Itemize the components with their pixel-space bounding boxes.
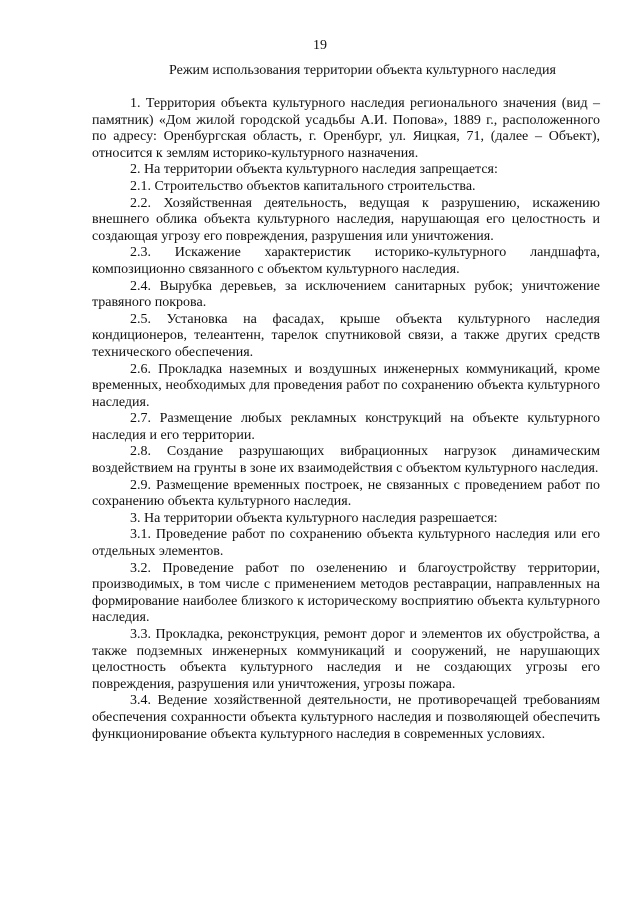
document-title: Режим использования территории объекта культурного наследия (169, 63, 556, 78)
paragraph: 2.4. Вырубка деревьев, за исключением санитарных рубок; уничтожение травяного покрова. (92, 278, 600, 311)
paragraph: 2.9. Размещение временных построек, не связанных с проведением работ по сохранению объекта культурного наследия. (92, 477, 600, 510)
paragraph: 2.3. Искажение характеристик историко-культурного ландшафта, композиционно связанного с объектом культурного наследия. (92, 245, 600, 277)
paragraph: 3. На территории объекта культурного наследия разрешается: (130, 510, 498, 526)
paragraph: 3.4. Ведение хозяйственной деятельности, не противоречащей требованиям обеспечения сохранности объекта культурного наследия и позволяющей обеспечить функционирование объекта культурного наследия в современных условиях. (92, 693, 600, 742)
paragraph: 2.1. Строительство объектов капитального строительства. (130, 178, 476, 194)
paragraph: 2.5. Установка на фасадах, крыше объекта культурного наследия кондиционеров, телеантенн, тарелок спутниковой связи, а также других средств технического обеспечения. (92, 311, 600, 360)
paragraph: 2. На территории объекта культурного наследия запрещается: (130, 162, 498, 178)
paragraph: 3.2. Проведение работ по озеленению и благоустройству территории, производимых, в том числе с применением методов реставрации, направленных на формирование наиболее близкого к историческому восприятию объекта культурного наследия. (92, 560, 600, 626)
paragraph: 2.2. Хозяйственная деятельность, ведущая к разрушению, искажению внешнего облика объекта культурного наследия, нарушающая его целостность и создающая угрозу его повреждения, разрушения или уничтожения. (92, 195, 600, 244)
paragraph: 1. Территория объекта культурного наследия регионального значения (вид – памятник) «Дом жилой городской усадьбы А.И. Попова», 1889 г., расположенного по адресу: Оренбургская область, г. Оренбург, ул. Яицкая, 71, (далее – Объект), относится к землям историко-культурного назначения. (92, 96, 600, 161)
paragraph: 3.3. Прокладка, реконструкция, ремонт дорог и элементов их обустройства, а также подземных инженерных коммуникаций и сооружений, не нарушающих целостность объекта культурного наследия и не создающих угрозы его повреждения, разрушения или уничтожения, угрозы пожара. (92, 627, 600, 692)
document-body (92, 96, 600, 743)
page-number: 19 (313, 38, 327, 53)
paragraph: 2.6. Прокладка наземных и воздушных инженерных коммуникаций, кроме временных, необходимых для проведения работ по сохранению объекта культурного наследия. (92, 361, 600, 410)
paragraph: 2.7. Размещение любых рекламных конструкций на объекте культурного наследия и его территории. (92, 411, 600, 443)
paragraph: 3.1. Проведение работ по сохранению объекта культурного наследия или его отдельных элементов. (92, 527, 600, 560)
paragraph: 2.8. Создание разрушающих вибрационных нагрузок динамическим воздействием на грунты в зоне их взаимодействия с объектом культурного наследия. (92, 444, 600, 477)
